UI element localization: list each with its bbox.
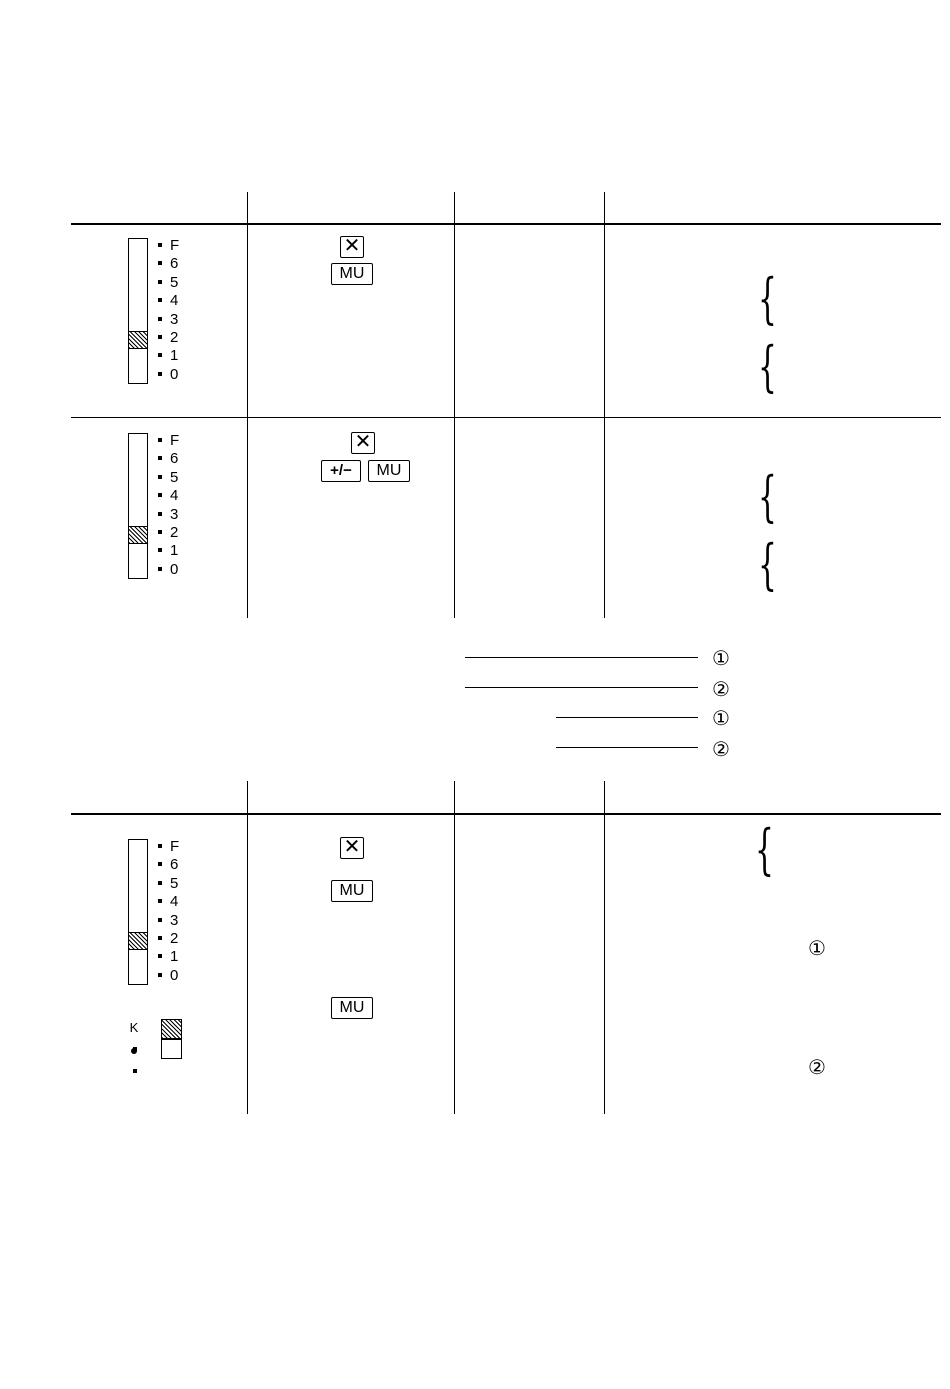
selector-label-f: F <box>158 838 179 856</box>
selector-label-5: 5 <box>158 274 179 292</box>
column-divider <box>454 781 455 1114</box>
selector-label-6: 6 <box>158 450 179 468</box>
header-rule <box>71 223 941 225</box>
mu-key[interactable]: MU <box>331 997 373 1019</box>
selector-label-0: 0 <box>158 967 179 985</box>
column-divider <box>604 192 605 618</box>
selector-knob[interactable] <box>128 526 148 544</box>
selector-label-f: F <box>158 237 179 255</box>
selector-knob[interactable] <box>128 932 148 950</box>
mu-key[interactable]: MU <box>331 263 373 285</box>
mu-key[interactable]: MU <box>368 460 410 482</box>
selector-label-5: 5 <box>158 875 179 893</box>
brace: { <box>758 465 777 528</box>
mu-key[interactable]: MU <box>331 880 373 902</box>
plus-minus-key[interactable]: +/− <box>321 460 361 482</box>
selector-track <box>128 238 148 384</box>
legend-line <box>556 717 698 718</box>
rounding-box-k-selected[interactable] <box>161 1019 182 1039</box>
multiply-key[interactable]: ✕ <box>340 236 364 258</box>
legend-line <box>465 687 698 688</box>
selector-label-0: 0 <box>158 366 179 384</box>
selector-label-5: 5 <box>158 469 179 487</box>
selector-label-1: 1 <box>158 542 179 560</box>
selector-label-4: 4 <box>158 487 179 505</box>
marker-one: ① <box>712 646 730 670</box>
selector-label-3: 3 <box>158 912 179 930</box>
selector-label-f: F <box>158 432 179 450</box>
selector-track <box>128 839 148 985</box>
brace: { <box>755 818 774 881</box>
selector-label-3: 3 <box>158 506 179 524</box>
marker-two: ② <box>712 737 730 761</box>
brace: { <box>758 533 777 596</box>
selector-label-1: 1 <box>158 347 179 365</box>
column-divider <box>604 781 605 1114</box>
marker-two: ② <box>712 677 730 701</box>
selector-label-2: 2 <box>158 329 179 347</box>
brace: { <box>758 267 777 330</box>
selector-label-1: 1 <box>158 948 179 966</box>
rounding-box-dot[interactable] <box>161 1039 182 1059</box>
selector-knob[interactable] <box>128 331 148 349</box>
column-divider <box>247 781 248 1114</box>
rounding-label-dot <box>127 1040 141 1060</box>
selector-label-2: 2 <box>158 524 179 542</box>
legend-line <box>465 657 698 658</box>
selector-label-6: 6 <box>158 856 179 874</box>
header-rule <box>71 813 941 815</box>
brace: { <box>758 335 777 398</box>
selector-label-4: 4 <box>158 893 179 911</box>
selector-label-4: 4 <box>158 292 179 310</box>
row-divider <box>71 417 941 418</box>
marker-one: ① <box>712 706 730 730</box>
multiply-key[interactable]: ✕ <box>340 837 364 859</box>
selector-label-3: 3 <box>158 311 179 329</box>
marker-one: ① <box>808 936 826 960</box>
column-divider <box>247 192 248 618</box>
marker-two: ② <box>808 1055 826 1079</box>
legend-line <box>556 747 698 748</box>
rounding-label-k: K <box>127 1018 141 1038</box>
selector-track <box>128 433 148 579</box>
selector-label-2: 2 <box>158 930 179 948</box>
column-divider <box>454 192 455 618</box>
selector-label-0: 0 <box>158 561 179 579</box>
selector-label-6: 6 <box>158 255 179 273</box>
multiply-key[interactable]: ✕ <box>351 432 375 454</box>
